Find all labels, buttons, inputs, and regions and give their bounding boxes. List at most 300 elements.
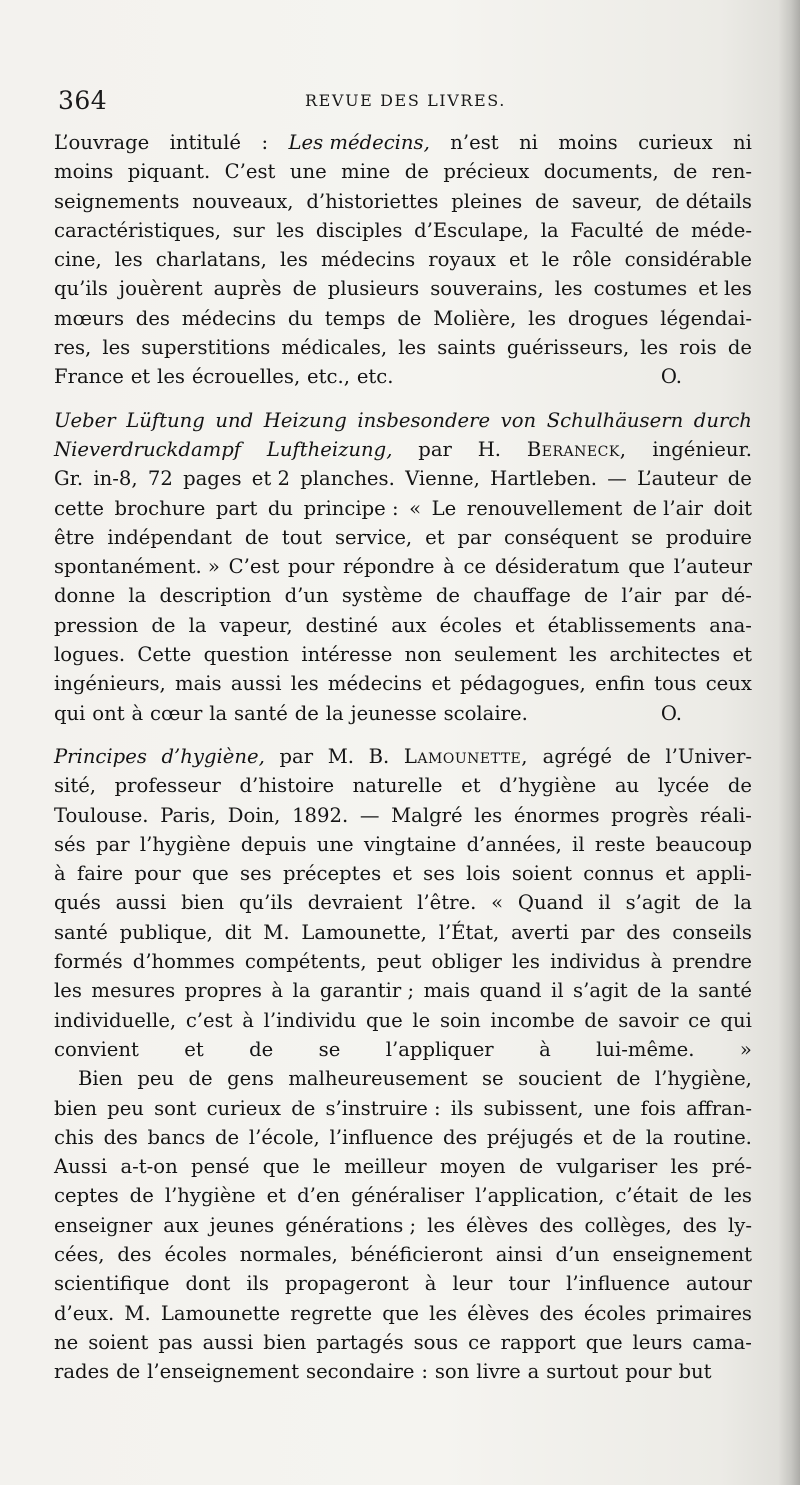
word: à [424,1272,437,1296]
word: » [739,1037,752,1061]
word: enseigner [54,1213,153,1237]
word: et [425,525,445,549]
word: considérable [624,248,752,272]
word: l’individu [263,1008,357,1032]
word: but [678,1360,712,1384]
word: c’était [615,1184,678,1208]
word: mine [341,160,391,184]
word: destiné [305,613,379,637]
word: gens [227,1067,274,1091]
text-line [54,1094,752,1123]
word: seulement [453,643,557,667]
word: la [292,979,311,1003]
paragraph-gap [54,392,752,406]
word: a [527,1360,540,1384]
word: d’eux. [54,1301,115,1325]
text-line [54,435,752,464]
word: se [631,525,653,549]
word: temps [324,306,386,330]
word: pensé [191,1155,250,1179]
word: qui [720,1008,752,1032]
word: d’en [297,1184,341,1208]
word: bancs [147,1125,206,1149]
word: Paris, [160,803,217,827]
word: produire [665,525,752,549]
word: les [724,1184,752,1208]
text-line [54,1328,752,1357]
text-line [54,362,752,391]
word: de [215,1125,240,1149]
word: pour [134,862,181,886]
word: aux [163,1213,199,1237]
word: l’auteur [673,555,752,579]
signature-initial: O. [660,701,682,725]
word: élèves [466,1213,529,1237]
word: enseignement [612,1242,752,1266]
word: l’hygiène [164,1184,256,1208]
word: curieux [206,1096,282,1120]
word: devraient [307,891,403,915]
word: que [382,1301,419,1325]
text-line [54,771,752,800]
word: ni [733,131,752,154]
text-line [54,1299,752,1328]
word: Lamounette, [403,744,529,768]
text-line [54,581,752,610]
word: à [539,1037,551,1061]
word: le [541,248,560,272]
word: connus [583,862,654,886]
word: in-8, [93,467,138,491]
word: scolaire. [443,701,528,725]
word: préceptes [283,862,382,886]
word: le [412,1008,431,1032]
word: autour [685,1272,752,1296]
word: leur [452,1272,493,1296]
word: les [528,306,557,330]
word: Vienne, [405,467,480,491]
text-line [54,216,752,245]
word: ses [240,862,272,886]
word: qu’ils [54,277,108,301]
word: prendre [672,950,752,974]
text-line [54,742,752,771]
word: le [312,1155,331,1179]
word: précieux [443,160,530,184]
word: ainsi [495,1242,543,1266]
word: les [474,803,503,827]
word: ont [92,701,125,725]
paragraph-gap [54,728,752,742]
word: M. [327,744,354,768]
word: l’appliquer [385,1037,494,1061]
word: rades [54,1360,110,1384]
word: pédagogues, [460,672,586,696]
word: généraliser [351,1184,465,1208]
word: lui-même. [596,1037,695,1061]
word: vulgariser [556,1155,658,1179]
word: vingtaine [363,832,457,856]
word: peu [137,1067,175,1091]
word: conseils [672,920,752,944]
word: M. [124,1301,151,1325]
word: logues. [54,643,126,667]
word: indépendant [107,525,232,549]
word: piquant. [127,160,211,184]
word: n’est [450,131,499,154]
word: auprès [213,277,282,301]
word: royaux [428,248,496,272]
word: nouveaux, [192,189,294,213]
word: individuelle, [54,1008,177,1032]
word: von [500,408,537,432]
word: par [279,744,314,768]
word: progrès [611,803,689,827]
word: les [54,979,82,1003]
word: la [325,701,344,725]
word: médecins [327,672,423,696]
word: d’un [555,1242,600,1266]
word: générations ; [285,1213,417,1237]
word: caractéristiques, [54,218,222,242]
word: Cette [137,643,192,667]
text-line [54,669,752,698]
word: formés [54,950,123,974]
word: de [404,160,429,184]
word: Bien [78,1067,123,1091]
text-line [54,859,752,888]
word: l’hygiène, [654,1067,752,1091]
word: sur [232,218,265,242]
word: l’influence [329,1125,434,1149]
word: qu’ils [238,891,293,915]
word: 1892. [292,803,349,827]
word: soucient [518,1067,602,1091]
word: L’auteur [637,467,718,491]
word: ils [246,1272,269,1296]
text-line [54,523,752,552]
word: jeunesse [350,701,437,725]
word: bien [263,1330,307,1354]
word: l’influence [566,1272,670,1296]
word: tour [508,1272,551,1296]
word: renouvellement [466,496,623,520]
word: etc. [356,365,394,389]
word: lycée [657,774,710,798]
word: Lamounette, [301,920,427,944]
word: individus [550,950,641,974]
text-line [54,830,752,859]
text-line [54,918,752,947]
word: a-t-on [120,1155,178,1179]
word: se [318,1037,341,1061]
word: jouèrent [119,277,203,301]
word: s’agit [573,979,628,1003]
word: une [593,1096,631,1120]
text-line [54,494,752,523]
word: partagés [316,1330,404,1354]
word: costumes [593,277,688,301]
word: d’histoire [239,774,335,798]
word: par [95,832,130,856]
word: par [580,920,615,944]
word: du [287,306,313,330]
word: chauffage [473,584,571,608]
word: de [151,613,176,637]
word: Quand [517,891,584,915]
word: depuis [240,832,307,856]
word: non [404,643,442,667]
word: H. [477,437,502,461]
word: ren- [711,160,752,184]
word: doit [713,496,752,520]
word: du [267,496,294,520]
word: s’agit [625,891,681,915]
word: ni [519,131,538,154]
text-line [54,801,752,830]
text-line [54,274,752,303]
word: reste [594,832,646,856]
word: moins [54,160,114,184]
word: de [435,584,460,608]
text-line [54,1240,752,1269]
word: convient [54,1037,139,1061]
word: ingénieurs, [54,672,166,696]
word: qui [54,701,86,725]
word: de [244,525,269,549]
word: des [103,1125,138,1149]
word: cées, [54,1242,105,1266]
word: scientifique [54,1272,170,1296]
word: Principes [54,744,147,768]
word: de détails [655,189,752,213]
text-line [54,640,752,669]
word: propres [184,979,262,1003]
word: que [191,862,229,886]
word: averti [511,920,569,944]
word: beaucoup [655,832,752,856]
word: à [242,1008,254,1032]
word: les [427,1213,456,1237]
word: et 2 [251,467,290,491]
word: écoles [583,1301,647,1325]
word: mais [423,979,471,1003]
word: Les médecins, [288,131,430,154]
word: insbesondere [357,408,491,432]
word: enfin [594,672,645,696]
word: écrouelles, [191,365,301,389]
word: soient [511,862,573,886]
word: et les [698,277,752,301]
word: mais [175,672,222,696]
word: peut [376,950,422,974]
word: part [215,496,258,520]
word: tous [654,672,697,696]
word: garantir ; [319,979,415,1003]
word: et [266,1184,287,1208]
word: aux [391,613,427,637]
word: les [429,1301,458,1325]
word: C’est [224,160,276,184]
word: Le [431,496,457,520]
word: aussi [202,1330,254,1354]
word: d’hygiène [499,774,597,798]
word: et [665,862,685,886]
word: de [292,277,317,301]
word: par [418,437,452,461]
word: système [341,584,423,608]
text-line [54,1211,752,1240]
word: les [398,336,427,360]
word: leurs [632,1330,683,1354]
word: de [612,1125,637,1149]
paragraph [54,406,752,728]
word: ceux [705,672,752,696]
word: surtout [546,1360,619,1384]
word: saints [437,336,496,360]
word: la [209,701,228,725]
word: de [655,218,680,242]
word: M. [263,920,290,944]
word: Heizung [263,408,347,432]
word: appli- [696,862,752,886]
word: élèves [467,1301,530,1325]
word: de l’air [632,496,703,520]
running-head: REVUE DES LIVRES. [305,91,506,110]
word: primaires [656,1301,752,1325]
word: ce [468,1330,491,1354]
word: drogues [567,306,649,330]
word: de [129,1184,154,1208]
word: l’hygiène [139,832,231,856]
word: à [443,555,455,579]
word: lois [466,862,501,886]
word: de [116,1360,141,1384]
word: quand [479,979,542,1003]
word: dont [185,1272,231,1296]
word: la [670,979,689,1003]
word: les [290,672,319,696]
word: Ueber [54,408,116,432]
body-text [54,128,752,1386]
word: énormes [513,803,600,827]
word: bien [54,1096,98,1120]
word: question [203,643,290,667]
word: et [392,862,412,886]
word: se [482,1067,504,1091]
word: soin [439,1008,481,1032]
word: Beraneck, [526,437,627,461]
word: collèges, [584,1213,672,1237]
word: d’années, [466,832,562,856]
word: sité, [54,774,97,798]
text-line [54,699,752,728]
word: publique, [119,920,213,944]
word: « [409,496,422,520]
word: établissements [547,613,697,637]
word: Luftheizung, [266,437,393,461]
word: chis [54,1125,94,1149]
word: fois [640,1096,676,1120]
word: à [131,701,144,725]
word: que [365,1008,403,1032]
word: livre [476,1360,521,1384]
word: c’est [185,1008,233,1032]
word: — [359,803,380,827]
word: aussi [115,891,167,915]
word: pression [54,613,139,637]
word: ceptes [54,1184,119,1208]
word: seignements [54,189,180,213]
word: malheureusement [288,1067,468,1091]
text-line [54,888,752,917]
word: il [551,979,564,1003]
word: désideratum [494,555,620,579]
word: de [249,1037,274,1061]
text-line [54,947,752,976]
word: intéresse [301,643,393,667]
text-line [54,552,752,581]
word: l’État, [438,920,500,944]
word: charlatans, [155,248,267,272]
word: Hartleben. [490,467,597,491]
word: et [508,248,529,272]
word: être [54,525,95,549]
word: l’application, [475,1184,605,1208]
word: l’école, [248,1125,320,1149]
word: réali- [700,803,752,827]
word: à [650,950,663,974]
word: planches. [300,467,395,491]
word: incombe [490,1008,575,1032]
word: peu [107,1096,144,1120]
text-line [54,611,752,640]
word: des [682,1213,717,1237]
word: et [582,1125,603,1149]
word: de [397,306,422,330]
word: : [421,1360,428,1384]
word: des [539,1213,574,1237]
word: rapport [500,1330,576,1354]
word: une [289,160,327,184]
word: d’Esculape, [414,218,530,242]
word: à [54,862,66,886]
word: de [695,891,720,915]
word: bien [181,891,225,915]
word: les [276,218,305,242]
paragraph [54,742,752,1387]
word: aussi [230,672,282,696]
word: Gr. [54,467,84,491]
word: répondre [343,555,435,579]
word: guérisseurs, [506,336,630,360]
word: cette [54,496,104,520]
word: médecins [181,306,277,330]
word: pas [158,1330,193,1354]
page-number: 364 [58,86,108,115]
word: und [215,408,254,432]
word: mœurs [54,306,124,330]
text-line [54,304,752,333]
word: au [614,774,640,798]
word: sont [154,1096,197,1120]
word: conséquent [504,525,619,549]
text-line [54,1269,752,1298]
word: la [188,613,207,637]
word: res, [54,336,92,360]
word: moyen [439,1155,506,1179]
word: C’est [228,555,280,579]
